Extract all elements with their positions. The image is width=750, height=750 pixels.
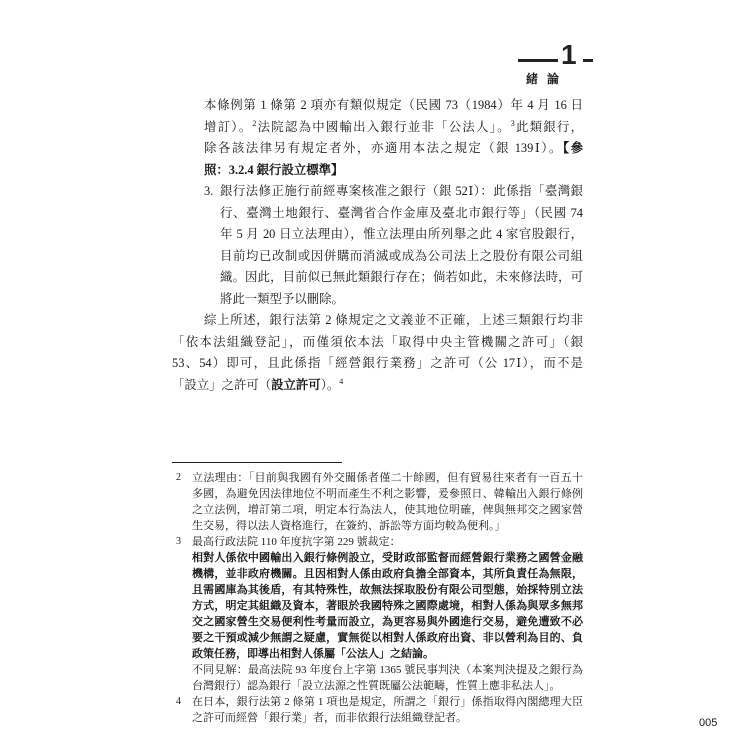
body-text	[172, 95, 583, 396]
chapter-rule-right	[583, 59, 593, 62]
footnote-3-quote-line	[172, 550, 583, 566]
cross-reference: 【參	[562, 141, 583, 155]
list-item-3-line	[172, 246, 583, 268]
paragraph-text: 法院認為中國輸出入銀行並非「公法人」。	[256, 119, 511, 134]
paragraph-2-line	[172, 353, 583, 375]
footnote-ref-3: 3	[510, 118, 515, 128]
footnote-number: 2	[176, 472, 181, 483]
footnote-2-line	[172, 470, 583, 486]
footnote-quote: 機構，並非政府機關。且因相對人係由政府負擔全部資本，其所負責任為無限，	[192, 568, 583, 580]
footnote-3-line	[172, 534, 583, 550]
footnote-ref-4: 4	[339, 376, 344, 386]
paragraph-1-line	[172, 160, 583, 182]
footnote-4-line	[172, 694, 583, 710]
paragraph-2-line	[172, 332, 583, 354]
paragraph-text: 綜上所述，銀行法第 2 條規定之文義並不正確，上述三類銀行均非	[204, 313, 583, 327]
footnote-text: 台灣銀行）認為銀行「設立法源之性質既屬公法範疇，性質上應非私法人」。	[192, 680, 561, 692]
footnote-3-quote-line	[172, 646, 583, 662]
paragraph-text: 此類銀行，	[514, 119, 583, 134]
footnote-3-quote-line	[172, 630, 583, 646]
footnote-2-line	[172, 518, 583, 534]
footnote-3-quote-line	[172, 566, 583, 582]
footnote-text: 多國，為避免因法律地位不明而產生不利之影響，爰參照日、韓輸出入銀行條例	[192, 488, 583, 500]
chapter-rule-left	[518, 59, 558, 62]
footnote-quote: 要之干預或減少無謂之疑慮，實無從以相對人係政府出資、非以營利為目的、負	[192, 632, 583, 644]
chapter-title: 緒 論	[526, 72, 563, 86]
footnote-separator	[172, 462, 342, 463]
footnote-text: 之立法例，增訂第二項，明定本行為法人，使其地位明確，俾與無邦交之國家營	[192, 504, 583, 516]
footnote-3-dissent-line	[172, 678, 583, 694]
list-item-3-line	[172, 224, 583, 246]
footnote-quote: 相對人係依中國輸出入銀行條例設立，受財政部監督而經營銀行業務之國營金融	[192, 552, 583, 564]
paragraph-2-line	[172, 310, 583, 332]
footnote-text: 立法理由：「目前與我國有外交關係者僅二十餘國，但有貿易往來者有一百五十	[192, 472, 583, 484]
footnote-text: 不同見解：最高法院 93 年度台上字第 1365 號民事判決（本案判決提及之銀行為	[192, 664, 583, 676]
paragraph-1-line	[172, 95, 583, 117]
paragraph-text: 本條例第 1 條第 2 項亦有類似規定（民國 73（1984）年 4 月 16 日	[204, 98, 583, 112]
paragraph-2-line	[172, 375, 583, 397]
footnote-quote: 方式，明定其組織及資本，著眼於我國特殊之國際處境，相對人係為與眾多無邦	[192, 600, 583, 612]
paragraph-1-line	[172, 138, 583, 160]
emphasis-text: 設立許可	[271, 377, 321, 392]
list-item-text: 織。因此，目前似已無此類銀行存在；倘若如此，未來修法時，可	[220, 270, 583, 284]
footnote-number: 3	[176, 536, 181, 547]
list-item-3-line	[172, 289, 583, 311]
footnote-citation: 最高行政法院 110 年度抗字第 229 號裁定：	[192, 536, 401, 548]
paragraph-text: 「依本法組織登記」，而僅須依本法「取得中央主管機關之許可」（銀	[172, 334, 583, 349]
list-item-text: 目前均已改制或因併購而消滅或成為公司法上之股份有限公司組	[220, 248, 583, 263]
list-item-3-line	[172, 267, 583, 289]
paragraph-text: 53、54）即可，且此係指「經營銀行業務」之許可（公 17Ⅰ），而不是	[172, 356, 583, 370]
footnote-text: 生交易，得以法人資格進行，在簽約、訴訟等方面均較為便利。」	[192, 520, 506, 532]
footnote-3-quote-line	[172, 614, 583, 630]
paragraph-text: ）。	[320, 377, 340, 392]
footnote-ref-2: 2	[252, 118, 257, 128]
footnote-quote: 政策任務，即導出相對人係屬「公法人」之結論。	[192, 648, 434, 660]
footnote-3-quote-line	[172, 598, 583, 614]
footnote-number: 4	[176, 696, 181, 707]
page-number: 005	[699, 717, 718, 729]
paragraph-text: 「設立」之許可（	[172, 377, 272, 392]
footnote-quote: 且需國庫為其後盾，有其特殊性，故無法採取股份有限公司型態，始採特別立法	[192, 584, 583, 596]
list-item-number: 3.	[204, 184, 214, 198]
footnote-2-line	[172, 486, 583, 502]
paragraph-text: 除各該法律另有規定者外，亦適用本法之規定（銀 139Ⅰ）。	[204, 141, 563, 155]
list-item-text: 行、臺灣土地銀行、臺灣省合作金庫及臺北市銀行等」（民國 74	[220, 205, 583, 220]
footnote-text: 之許可而經營「銀行業」者，而非依銀行法組織登記者。	[192, 712, 467, 724]
footnote-3-quote-line	[172, 582, 583, 598]
list-item-text: 銀行法修正施行前經專案核准之銀行（銀 52Ⅰ）：此係指「臺灣銀	[220, 184, 583, 198]
paragraph-text: 增訂）。	[204, 119, 253, 134]
list-item-3-line	[172, 203, 583, 225]
footnote-text: 在日本，銀行法第 2 條第 1 項也是規定，所謂之「銀行」係指取得內閣總理大臣	[192, 696, 583, 708]
footnote-3-dissent-line	[172, 662, 583, 678]
chapter-number: 1	[561, 39, 577, 70]
footnote-2-line	[172, 502, 583, 518]
list-item-3-line	[172, 181, 583, 203]
list-item-text: 將此一類型予以刪除。	[220, 291, 344, 306]
cross-reference: 照：3.2.4 銀行設立標準】	[204, 162, 344, 177]
footnotes	[172, 470, 583, 726]
list-item-text: 年 5 月 20 日立法理由），惟立法理由所列舉之此 4 家官股銀行，	[220, 227, 583, 241]
footnote-quote: 交之國家營生交易便利性考量而設立，為更容易與外國進行交易，避免遭致不必	[192, 616, 583, 628]
footnote-4-line	[172, 710, 583, 726]
paragraph-1-line	[172, 117, 583, 139]
